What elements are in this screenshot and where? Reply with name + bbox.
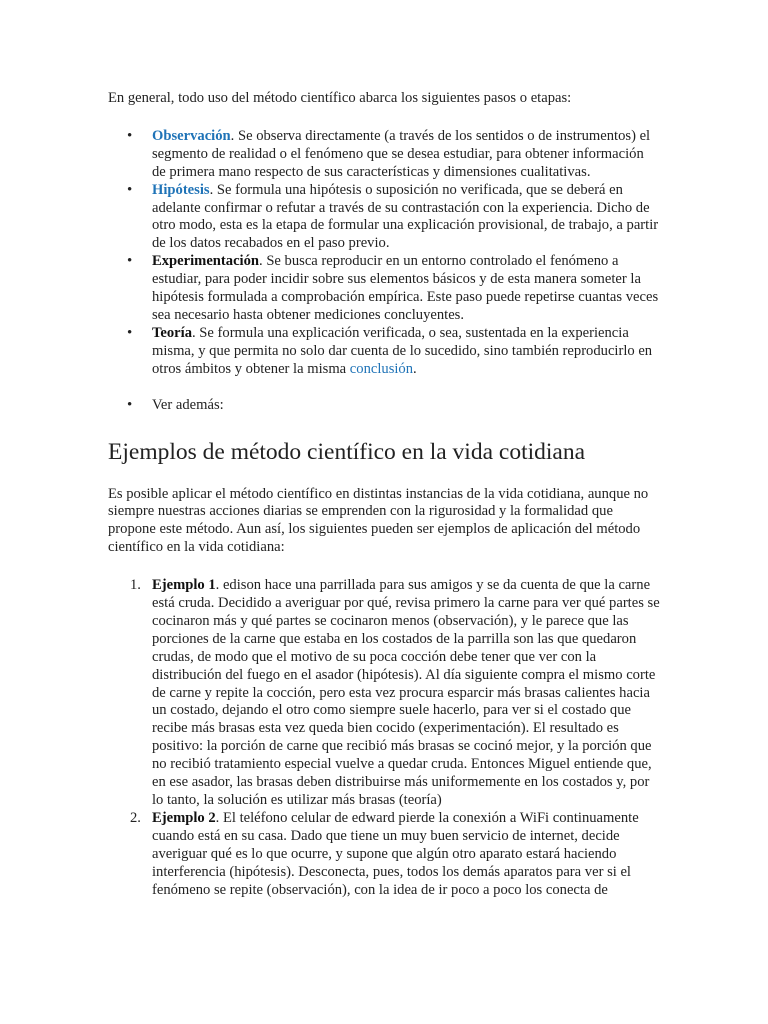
step-hipotesis <box>108 182 660 254</box>
step-text: . Se busca reproducir en un entorno controlado el fenómeno a estudiar, para poder incidir sobre sus elementos básicos y de esta manera someter la hipótesis formulada a comprobación empírica. Este paso puede repetirse cuantas veces sea necesario hasta obtener mediciones concluyentes. <box>152 253 659 323</box>
example-item-1 <box>108 577 660 810</box>
see-also-item <box>108 397 660 415</box>
examples-list <box>108 577 660 899</box>
observacion-link[interactable]: Observación <box>152 127 231 144</box>
intro-paragraph: En general, todo uso del método científico abarca los siguientes pasos o etapas: <box>108 90 572 106</box>
example-title: Ejemplo 2 <box>152 809 216 826</box>
example-title: Ejemplo 1 <box>152 577 216 594</box>
step-teoria <box>108 325 660 379</box>
example-item-2 <box>108 810 660 900</box>
step-experimentacion <box>108 253 660 325</box>
list-number: 2. <box>130 809 141 826</box>
step-text: . Se formula una explicación verificada, o sea, sustentada en la experiencia misma, y que permita no solo dar cuenta de lo sucedido, sino también reproducirlo en otros ámbitos y obtener la misma <box>152 324 653 377</box>
step-observacion <box>108 128 660 182</box>
step-end: . <box>413 360 417 377</box>
list-number: 1. <box>130 577 141 594</box>
example-text: . El teléfono celular de edward pierde la conexión a WiFi continuamente cuando está en su casa. Dado que tiene un muy buen servicio de internet, decide averiguar qué es lo que ocurre, y supone que algún otro aparato estará haciendo interferencia (hipótesis). Desconecta, pues, todos los demás aparatos para ver si el fenómeno se repite (observación), con la idea de ir poco a poco los conecta de <box>152 809 639 898</box>
document-body <box>108 90 660 899</box>
examples-intro-paragraph: Es posible aplicar el método científico en distintas instancias de la vida cotidiana, aunque no siempre nuestras acciones diarias se emprenden con la rigurosidad y la formalidad que propone este método. Aun así, los siguientes pueden ser ejemplos de aplicación del método científico en la vida cotidiana: <box>108 485 649 556</box>
conclusion-link[interactable]: conclusión <box>349 360 414 377</box>
step-text: . Se formula una hipótesis o suposición no verificada, que se deberá en adelante confirmar o refutar a través de su contrastación con la experiencia. Dicho de otro modo, esta es la etapa de formular una explicación provisional, de trabajo, a partir de los datos recabados en el paso previo. <box>152 181 659 252</box>
example-text: . edison hace una parrillada para sus amigos y se da cuenta de que la carne está cruda. Decidido a averiguar por qué, revisa primero la carne para ver qué partes se cocinaron más y qué partes se cocinaron menos (observación), y le parece que las porciones de la carne que estaba en los costados de la parrilla son las que quedaron crudas, de modo que el motivo de su poca cocción debe tener que ver con la distribución del fuego en el asador (hipótesis). Al día siguiente compra el mismo corte de carne y repite la cocción, pero esta vez procura esparcir más brasas calientes hacia un costado, dejando el otro como siempre suele hacerlo, para ver si el costado que recibe más brasas esta vez queda bien cocido (experimentación). El resultado es positivo: la porción de carne que recibió más brasas se cocinó mejor, y la porción que no recibió tratamiento especial vuelve a quedar cruda. Entonces Miguel entiende que, en ese asador, las brasas deben distribuirse más uniformemente en los costados y, por lo tanto, la solución es utilizar más brasas (teoría) <box>152 577 660 808</box>
hipotesis-link[interactable]: Hipótesis <box>152 181 210 198</box>
step-term: Teoría <box>152 324 192 341</box>
see-also-text: Ver además: <box>152 396 224 413</box>
steps-list <box>108 128 660 415</box>
section-heading: Ejemplos de método científico en la vida cotidiana <box>108 438 586 465</box>
step-text: . Se observa directamente (a través de los sentidos o de instrumentos) el segmento de realidad o el fenómeno que se desea estudiar, para obtener información de primera mano respecto de sus características y dimensiones cualitativas. <box>152 127 651 180</box>
step-term: Experimentación <box>152 253 260 270</box>
